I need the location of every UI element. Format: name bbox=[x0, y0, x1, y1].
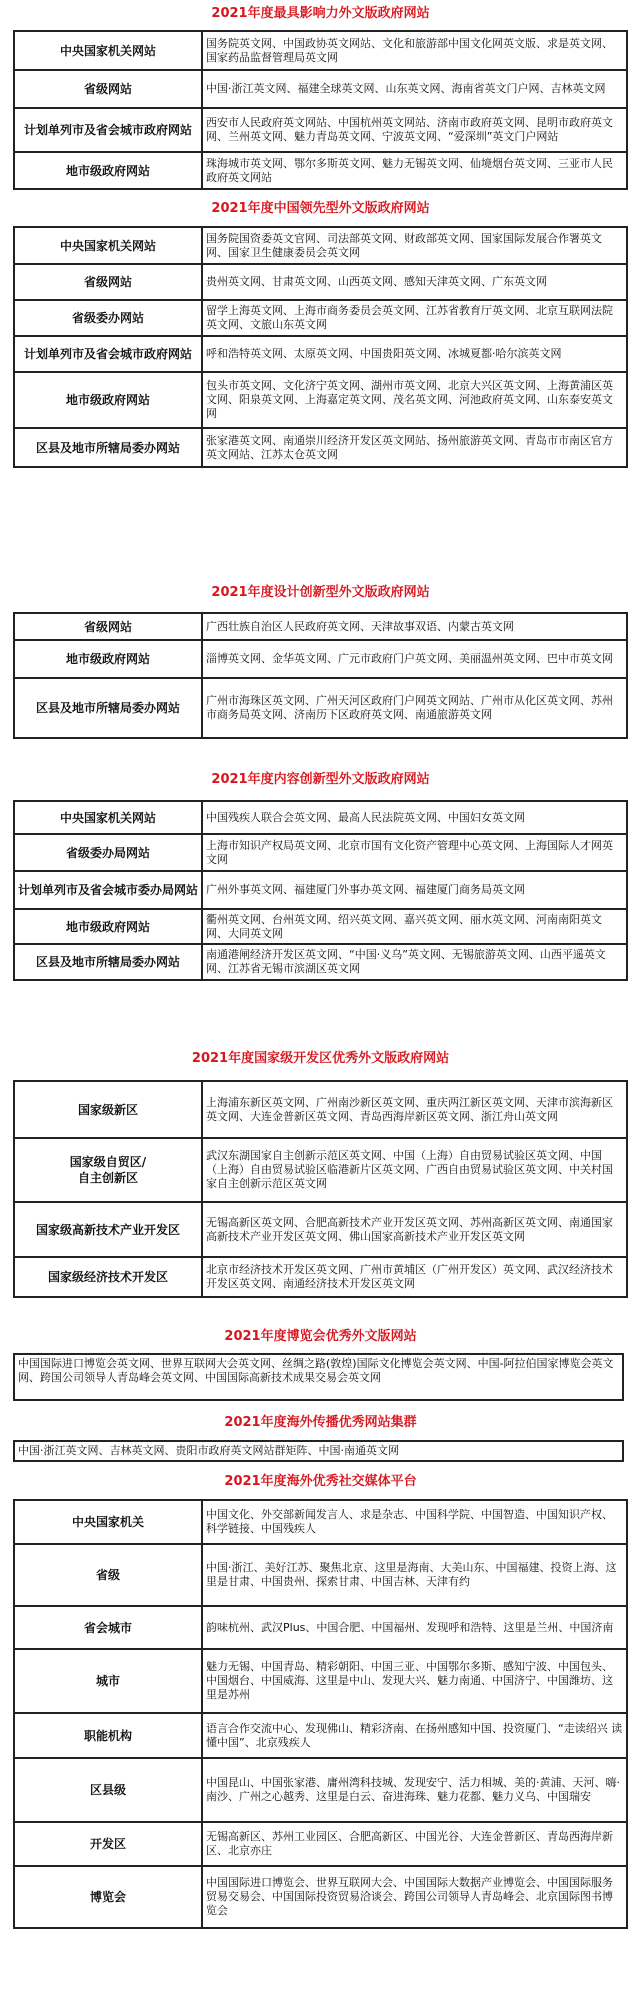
sites-cell: 呼和浩特英文网、太原英文网、中国贵阳英文网、冰城夏都·哈尔滨英文网 bbox=[202, 336, 627, 372]
table-row bbox=[14, 1257, 627, 1297]
sites-cell: 语言合作交流中心、发现佛山、精彩济南、在扬州感知中国、投资厦门、“走读绍兴 读懂中国”、北京残疾人 bbox=[202, 1713, 627, 1758]
table-row bbox=[14, 1713, 627, 1758]
section-title: 2021年度内容创新型外文版政府网站 bbox=[211, 772, 430, 787]
table-row bbox=[14, 428, 627, 467]
category-cell: 地市级政府网站 bbox=[14, 640, 202, 678]
table-row bbox=[14, 108, 627, 152]
section-title: 2021年度海外优秀社交媒体平台 bbox=[224, 1474, 417, 1489]
table-row bbox=[14, 1202, 627, 1257]
sites-cell: 中国·浙江、美好江苏、聚焦北京、这里是海南、大美山东、中国福建、投资上海、这里是甘肃、中国贵州、探索甘肃、中国吉林、天津有约 bbox=[202, 1544, 627, 1606]
table-row bbox=[14, 871, 627, 909]
category-cell: 中央国家机关网站 bbox=[14, 31, 202, 70]
award-table bbox=[13, 800, 628, 981]
sites-cell: 中国残疾人联合会英文网、最高人民法院英文网、中国妇女英文网 bbox=[202, 801, 627, 834]
category-cell: 地市级政府网站 bbox=[14, 152, 202, 189]
sites-cell: 无锡高新区英文网、合肥高新技术产业开发区英文网、苏州高新区英文网、南通国家高新技术产业开发区英文网、佛山国家高新技术产业开发区英文网 bbox=[202, 1202, 627, 1257]
table-row bbox=[14, 227, 627, 264]
table-row bbox=[14, 1138, 627, 1202]
table-row bbox=[14, 152, 627, 189]
table-row bbox=[14, 264, 627, 300]
category-cell: 国家级经济技术开发区 bbox=[14, 1257, 202, 1297]
table-row bbox=[14, 1606, 627, 1649]
category-cell: 区县及地市所辖局委办网站 bbox=[14, 944, 202, 980]
table-row bbox=[14, 1866, 627, 1928]
category-cell: 省级 bbox=[14, 1544, 202, 1606]
cluster-sites-box: 中国·浙江英文网、吉林英文网、贵阳市政府英文网站群矩阵、中国·南通英文网 bbox=[13, 1440, 624, 1462]
table-row bbox=[14, 372, 627, 428]
section-title: 2021年度国家级开发区优秀外文版政府网站 bbox=[191, 1051, 450, 1066]
sites-cell: 无锡高新区、苏州工业园区、合肥高新区、中国光谷、大连金普新区、青岛西海岸新区、北京亦庄 bbox=[202, 1822, 627, 1866]
table-row bbox=[14, 834, 627, 871]
section-title: 2021年度设计创新型外文版政府网站 bbox=[211, 585, 430, 600]
category-cell: 省级网站 bbox=[14, 70, 202, 108]
table-row bbox=[14, 31, 627, 70]
category-cell: 省会城市 bbox=[14, 1606, 202, 1649]
sites-cell: 贵州英文网、甘肃英文网、山西英文网、感知天津英文网、广东英文网 bbox=[202, 264, 627, 300]
sites-cell: 淄博英文网、金华英文网、广元市政府门户英文网、美丽温州英文网、巴中市英文网 bbox=[202, 640, 627, 678]
category-cell: 中央国家机关网站 bbox=[14, 801, 202, 834]
table-row bbox=[14, 1081, 627, 1138]
sites-cell: 南通港闸经济开发区英文网、“中国·义乌”英文网、无锡旅游英文网、山西平遥英文网、江苏省无锡市滨湖区英文网 bbox=[202, 944, 627, 980]
table-row bbox=[14, 944, 627, 980]
category-cell: 计划单列市及省会城市委办局网站 bbox=[14, 871, 202, 909]
category-cell: 计划单列市及省会城市政府网站 bbox=[14, 336, 202, 372]
table-row bbox=[14, 336, 627, 372]
section-title: 2021年度博览会优秀外文版网站 bbox=[224, 1329, 417, 1344]
category-cell: 开发区 bbox=[14, 1822, 202, 1866]
sites-cell: 中国文化、外交部新闻发言人、求是杂志、中国科学院、中国智造、中国知识产权、科学链接、中国残疾人 bbox=[202, 1500, 627, 1544]
sites-cell: 北京市经济技术开发区英文网、广州市黄埔区（广州开发区）英文网、武汉经济技术开发区英文网、南通经济技术开发区英文网 bbox=[202, 1257, 627, 1297]
sites-cell: 广州市海珠区英文网、广州天河区政府门户网英文网站、广州市从化区英文网、苏州市商务局英文网、济南历下区政府英文网、南通旅游英文网 bbox=[202, 678, 627, 738]
table-row bbox=[14, 613, 627, 640]
table-row bbox=[14, 1544, 627, 1606]
expo-sites-box: 中国国际进口博览会英文网、世界互联网大会英文网、丝绸之路(敦煌)国际文化博览会英文网、中国-阿拉伯国家博览会英文网、跨国公司领导人青岛峰会英文网、中国国际高新技术成果交易会英文网 bbox=[13, 1353, 624, 1401]
category-cell: 区县及地市所辖局委办网站 bbox=[14, 678, 202, 738]
sites-cell: 中国·浙江英文网、福建全球英文网、山东英文网、海南省英文门户网、吉林英文网 bbox=[202, 70, 627, 108]
category-cell: 计划单列市及省会城市政府网站 bbox=[14, 108, 202, 152]
sites-cell: 国务院国资委英文官网、司法部英文网、财政部英文网、国家国际发展合作署英文网、国家卫生健康委员会英文网 bbox=[202, 227, 627, 264]
category-cell: 省级网站 bbox=[14, 613, 202, 640]
category-cell: 地市级政府网站 bbox=[14, 372, 202, 428]
category-cell: 省级委办网站 bbox=[14, 300, 202, 336]
sites-cell: 国务院英文网、中国政协英文网站、文化和旅游部中国文化网英文版、求是英文网、国家药品监督管理局英文网 bbox=[202, 31, 627, 70]
category-cell: 中央国家机关网站 bbox=[14, 227, 202, 264]
section-title: 2021年度中国领先型外文版政府网站 bbox=[211, 201, 430, 216]
category-cell: 国家级新区 bbox=[14, 1081, 202, 1138]
category-cell: 国家级高新技术产业开发区 bbox=[14, 1202, 202, 1257]
sites-cell: 广州外事英文网、福建厦门外事办英文网、福建厦门商务局英文网 bbox=[202, 871, 627, 909]
category-cell: 博览会 bbox=[14, 1866, 202, 1928]
table-row bbox=[14, 801, 627, 834]
category-cell: 地市级政府网站 bbox=[14, 909, 202, 944]
sites-cell: 上海市知识产权局英文网、北京市国有文化资产管理中心英文网、上海国际人才网英文网 bbox=[202, 834, 627, 871]
sites-cell: 韵味杭州、武汉Plus、中国合肥、中国福州、发现呼和浩特、这里是兰州、中国济南 bbox=[202, 1606, 627, 1649]
sites-cell: 魅力无锡、中国青岛、精彩朝阳、中国三亚、中国鄂尔多斯、感知宁波、中国包头、中国烟台、中国威海、这里是中山、发现大兴、魅力南通、中国济宁、中国潍坊、这里是苏州 bbox=[202, 1649, 627, 1713]
sites-cell: 西安市人民政府英文网站、中国杭州英文网站、济南市政府英文网、昆明市政府英文网、兰州英文网、魅力青岛英文网、宁波英文网、“爱深圳”英文门户网站 bbox=[202, 108, 627, 152]
sites-cell: 广西壮族自治区人民政府英文网、天津故事双语、内蒙古英文网 bbox=[202, 613, 627, 640]
category-cell: 省级委办局网站 bbox=[14, 834, 202, 871]
table-row bbox=[14, 640, 627, 678]
category-cell: 职能机构 bbox=[14, 1713, 202, 1758]
award-table bbox=[13, 30, 628, 190]
section-title: 2021年度海外传播优秀网站集群 bbox=[224, 1415, 417, 1430]
category-cell: 区县及地市所辖局委办网站 bbox=[14, 428, 202, 467]
table-row bbox=[14, 70, 627, 108]
sites-cell: 张家港英文网、南通崇川经济开发区英文网站、扬州旅游英文网、青岛市市南区官方英文网站、江苏太仓英文网 bbox=[202, 428, 627, 467]
award-table bbox=[13, 226, 628, 468]
category-cell: 省级网站 bbox=[14, 264, 202, 300]
table-row bbox=[14, 300, 627, 336]
sites-cell: 衢州英文网、台州英文网、绍兴英文网、嘉兴英文网、丽水英文网、河南南阳英文网、大同英文网 bbox=[202, 909, 627, 944]
sites-cell: 留学上海英文网、上海市商务委员会英文网、江苏省教育厅英文网、北京互联网法院英文网、文旅山东英文网 bbox=[202, 300, 627, 336]
table-row bbox=[14, 678, 627, 738]
award-table bbox=[13, 1499, 628, 1929]
table-row bbox=[14, 1822, 627, 1866]
table-row bbox=[14, 1758, 627, 1822]
sites-cell: 包头市英文网、文化济宁英文网、湖州市英文网、北京大兴区英文网、上海黄浦区英文网、阳泉英文网、上海嘉定英文网、茂名英文网、河池政府英文网、山东泰安英文网 bbox=[202, 372, 627, 428]
category-cell: 中央国家机关 bbox=[14, 1500, 202, 1544]
award-table bbox=[13, 1080, 628, 1298]
sites-cell: 中国昆山、中国张家港、庸州湾科技城、发现安宁、活力相城、美的·黄浦、天河、嗨·南沙、广州之心越秀、这里是白云、奋进海珠、魅力花都、魅力义乌、中国瑞安 bbox=[202, 1758, 627, 1822]
category-cell: 区县级 bbox=[14, 1758, 202, 1822]
table-row bbox=[14, 1500, 627, 1544]
table-row bbox=[14, 909, 627, 944]
category-cell: 城市 bbox=[14, 1649, 202, 1713]
section-title: 2021年度最具影响力外文版政府网站 bbox=[211, 6, 430, 21]
sites-cell: 中国国际进口博览会、世界互联网大会、中国国际大数据产业博览会、中国国际服务贸易交易会、中国国际投资贸易洽谈会、跨国公司领导人青岛峰会、北京国际图书博览会 bbox=[202, 1866, 627, 1928]
award-table bbox=[13, 612, 628, 739]
table-row bbox=[14, 1649, 627, 1713]
sites-cell: 上海浦东新区英文网、广州南沙新区英文网、重庆两江新区英文网、天津市滨海新区英文网、大连金普新区英文网、青岛西海岸新区英文网、浙江舟山英文网 bbox=[202, 1081, 627, 1138]
sites-cell: 武汉东湖国家自主创新示范区英文网、中国（上海）自由贸易试验区英文网、中国（上海）自由贸易试验区临港新片区英文网、广西自由贸易试验区英文网、中关村国家自主创新示范区英文网 bbox=[202, 1138, 627, 1202]
category-cell: 国家级自贸区/ 自主创新区 bbox=[14, 1138, 202, 1202]
sites-cell: 珠海城市英文网、鄂尔多斯英文网、魅力无锡英文网、仙境烟台英文网、三亚市人民政府英文网站 bbox=[202, 152, 627, 189]
